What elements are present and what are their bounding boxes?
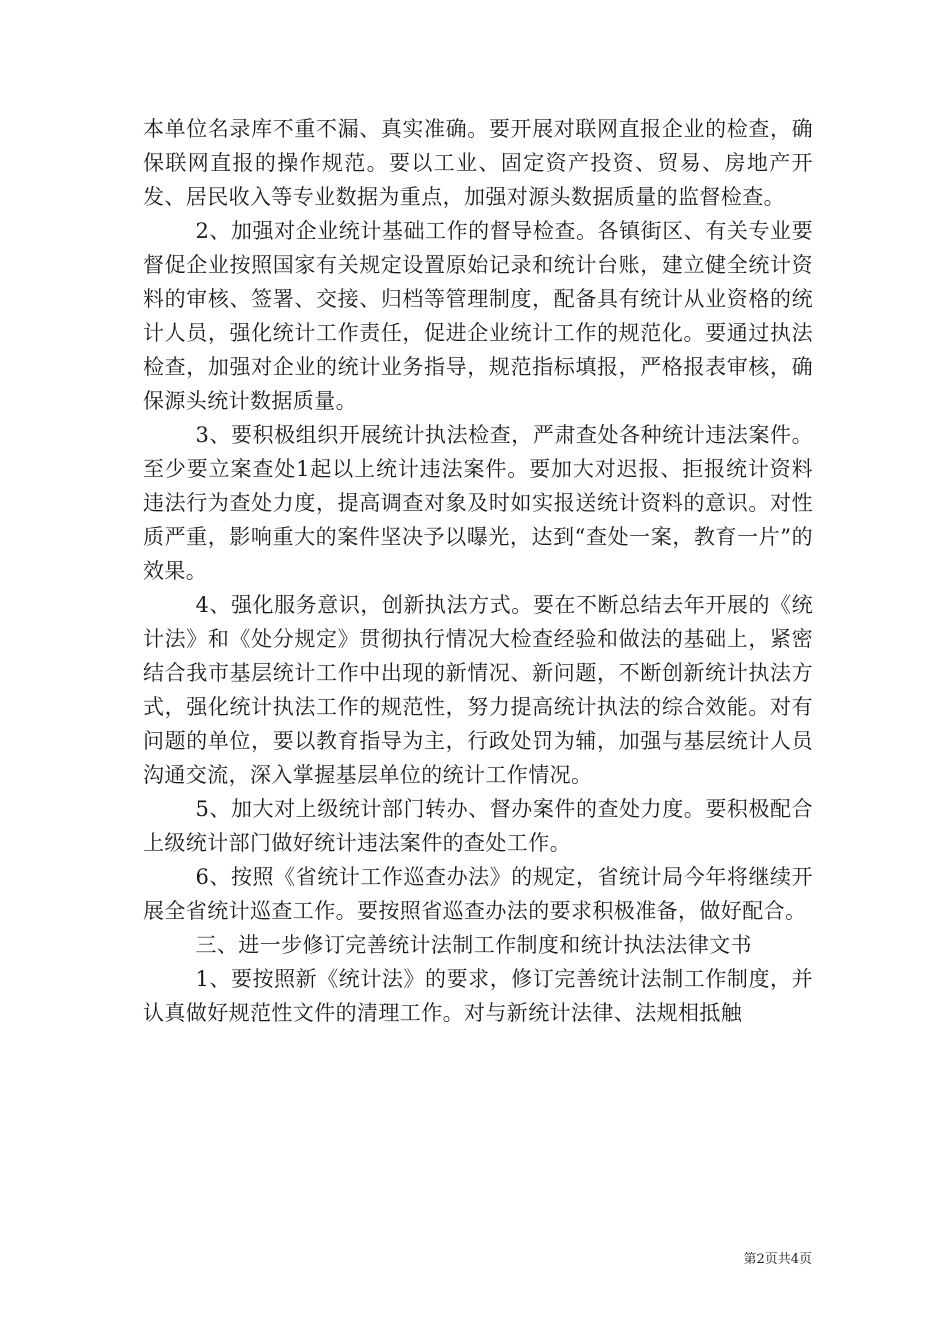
paragraph-section3-item-1: 1、要按照新《统计法》的要求，修订完善统计法制工作制度，并认真做好规范性文件的清理工作。对与新统计法律、法规相抵触 [143,967,813,1025]
document-body [143,112,813,1030]
paragraph-item-6: 6、按照《省统计工作巡查办法》的规定，省统计局今年将继续开展全省统计巡查工作。要按照省巡查办法的要求积极准备，做好配合。 [143,865,813,923]
paragraph-item-2: 2、加强对企业统计基础工作的督导检查。各镇街区、有关专业要督促企业按照国家有关规定设置原始记录和统计台账，建立健全统计资料的审核、签署、交接、归档等管理制度，配备具有统计从业资格的统计人员，强化统计工作责任，促进企业统计工作的规范化。要通过执法检查，加强对企业的统计业务指导，规范指标填报，严格报表审核，确保源头统计数据质量。 [143,219,813,413]
paragraph-item-3: 3、要积极组织开展统计执法检查，严肃查处各种统计违法案件。至少要立案查处1起以上统计违法案件。要加大对迟报、拒报统计资料违法行为查处力度，提高调查对象及时如实报送统计资料的意识。对性质严重，影响重大的案件坚决予以曝光，达到“查处一案，教育一片”的效果。 [143,423,813,583]
page-number-footer: 第2页共4页 [743,1252,812,1267]
paragraph-item-4: 4、强化服务意识，创新执法方式。要在不断总结去年开展的《统计法》和《处分规定》贯彻执行情况大检查经验和做法的基础上，紧密结合我市基层统计工作中出现的新情况、新问题，不断创新统计执法方式，强化统计执法工作的规范性，努力提高统计执法的综合效能。对有问题的单位，要以教育指导为主，行政处罚为辅，加强与基层统计人员沟通交流，深入掌握基层单位的统计工作情况。 [143,593,813,787]
paragraph-continuation: 本单位名录库不重不漏、真实准确。要开展对联网直报企业的检查，确保联网直报的操作规范。要以工业、固定资产投资、贸易、房地产开发、居民收入等专业数据为重点，加强对源头数据质量的监督检查。 [143,117,813,209]
section-heading: 三、进一步修订完善统计法制工作制度和统计执法法律文书 [195,933,752,957]
paragraph-item-5: 5、加大对上级统计部门转办、督办案件的查处力度。要积极配合上级统计部门做好统计违法案件的查处工作。 [143,797,813,855]
